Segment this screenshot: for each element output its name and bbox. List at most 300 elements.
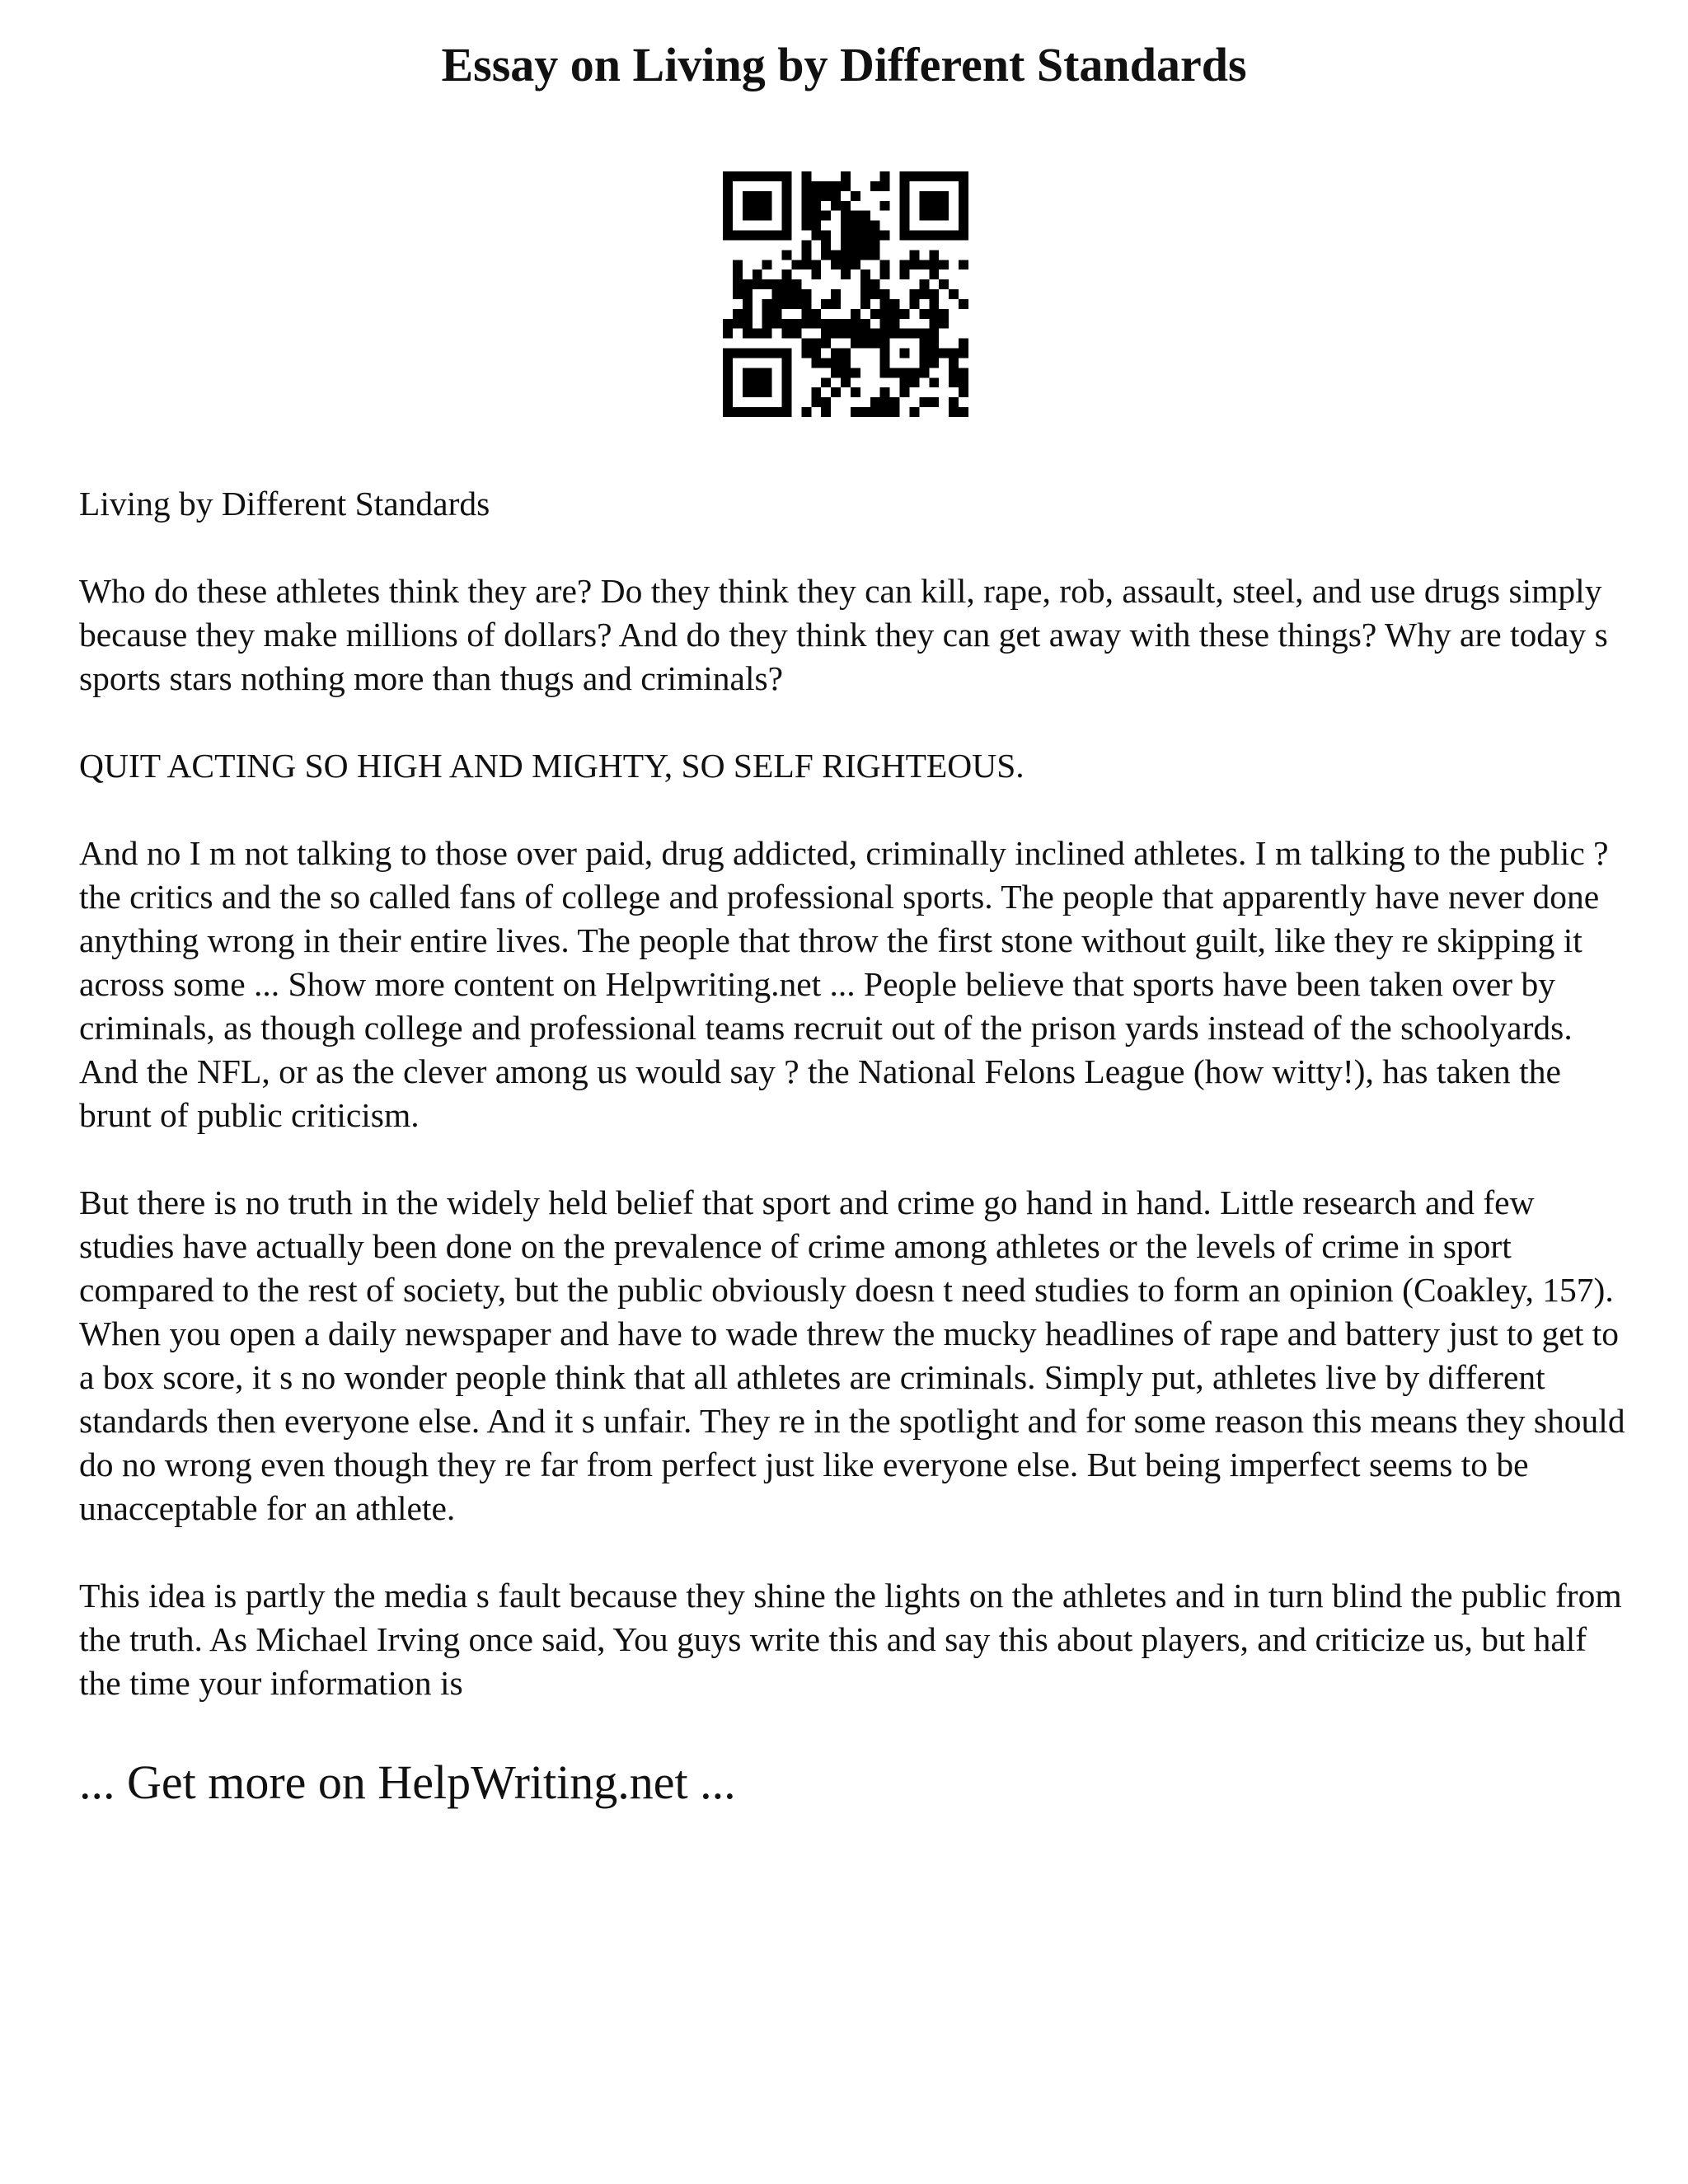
qr-module (811, 309, 821, 319)
qr-module (733, 407, 743, 417)
qr-module (959, 181, 968, 191)
qr-module (851, 260, 860, 269)
qr-module (743, 319, 753, 329)
qr-module (753, 269, 762, 279)
qr-module (753, 387, 762, 397)
qr-module (753, 407, 762, 417)
qr-module (860, 221, 870, 231)
qr-module (851, 368, 860, 377)
qr-module (939, 191, 949, 201)
qr-module (772, 279, 782, 289)
qr-module (743, 387, 753, 397)
qr-module (949, 349, 959, 359)
qr-module (782, 269, 792, 279)
qr-module (723, 329, 733, 339)
qr-module (772, 231, 782, 241)
qr-module (909, 368, 919, 377)
qr-module (821, 191, 831, 201)
qr-module (900, 181, 910, 191)
qr-module (821, 250, 831, 260)
qr-module (939, 260, 949, 269)
qr-module (851, 240, 860, 250)
qr-module (801, 349, 811, 359)
qr-module (723, 171, 733, 181)
qr-module (929, 329, 939, 339)
qr-module (959, 211, 968, 221)
qr-module (900, 171, 910, 181)
qr-module (723, 319, 733, 329)
qr-module (929, 171, 939, 181)
qr-module (929, 191, 939, 201)
qr-module (831, 329, 841, 339)
qr-module (870, 329, 880, 339)
qr-module (753, 279, 762, 289)
qr-module (841, 368, 851, 377)
qr-module (939, 211, 949, 221)
qr-module (909, 260, 919, 269)
qr-module (959, 407, 968, 417)
qr-module (909, 329, 919, 339)
qr-module (880, 260, 890, 269)
qr-module (772, 349, 782, 359)
qr-module (772, 309, 782, 319)
qr-module (753, 191, 762, 201)
qr-module (880, 407, 890, 417)
qr-module (900, 329, 910, 339)
qr-module (841, 329, 851, 339)
qr-module (880, 339, 890, 349)
qr-module (811, 387, 821, 397)
qr-module (851, 329, 860, 339)
qr-module (919, 309, 929, 319)
qr-module (959, 191, 968, 201)
qr-module (851, 211, 860, 221)
qr-module (851, 250, 860, 260)
qr-module (762, 279, 772, 289)
qr-module (772, 299, 782, 309)
qr-module (909, 171, 919, 181)
qr-module (870, 181, 880, 191)
qr-module (900, 368, 910, 377)
qr-module (929, 349, 939, 359)
qr-module (919, 279, 929, 289)
qr-module (723, 181, 733, 191)
qr-module (919, 171, 929, 181)
qr-module (801, 299, 811, 309)
qr-module (801, 319, 811, 329)
qr-module (959, 201, 968, 211)
qr-module (821, 329, 831, 339)
qr-module (880, 349, 890, 359)
qr-module (723, 397, 733, 407)
qr-module (919, 368, 929, 377)
qr-module (791, 329, 801, 339)
qr-module (860, 231, 870, 241)
qr-module (801, 260, 811, 269)
qr-module (821, 240, 831, 250)
qr-module (841, 377, 851, 387)
qr-module (929, 397, 939, 407)
qr-module (880, 299, 890, 309)
qr-module (929, 201, 939, 211)
qr-module (890, 407, 900, 417)
qr-module (929, 309, 939, 319)
qr-module (762, 377, 772, 387)
qr-module (762, 349, 772, 359)
essay-paragraph-2: QUIT ACTING SO HIGH AND MIGHTY, SO SELF RIGHTEOUS. (79, 747, 1025, 785)
qr-module (723, 349, 733, 359)
qr-module (762, 191, 772, 201)
qr-module (743, 407, 753, 417)
qr-module (929, 377, 939, 387)
qr-module (772, 407, 782, 417)
essay-body (79, 482, 1629, 1749)
qr-module (900, 191, 910, 201)
qr-module (939, 171, 949, 181)
qr-module (851, 339, 860, 349)
qr-module (860, 250, 870, 260)
qr-module (949, 231, 959, 241)
qr-module (723, 407, 733, 417)
qr-module (753, 329, 762, 339)
qr-module (762, 231, 772, 241)
qr-module (870, 250, 880, 260)
qr-module (831, 358, 841, 368)
qr-module (723, 231, 733, 241)
qr-module (929, 289, 939, 299)
qr-module (929, 211, 939, 221)
qr-module (900, 377, 910, 387)
qr-module (919, 289, 929, 299)
qr-module (811, 269, 821, 279)
qr-module (949, 171, 959, 181)
qr-module (860, 279, 870, 289)
qr-module (723, 377, 733, 387)
qr-module (791, 319, 801, 329)
qr-module (743, 299, 753, 309)
qr-module (870, 407, 880, 417)
qr-module (811, 319, 821, 329)
qr-module (772, 171, 782, 181)
qr-module (900, 201, 910, 211)
qr-code-graphic (723, 171, 968, 417)
qr-module (821, 339, 831, 349)
qr-module (880, 231, 890, 241)
qr-module (743, 368, 753, 377)
qr-module (782, 319, 792, 329)
qr-module (782, 377, 792, 387)
qr-module (782, 250, 792, 260)
qr-module (762, 329, 772, 339)
qr-module (860, 211, 870, 221)
qr-module (890, 397, 900, 407)
qr-module (949, 289, 959, 299)
qr-module (753, 231, 762, 241)
qr-module (801, 309, 811, 319)
qr-module (801, 221, 811, 231)
qr-module (733, 349, 743, 359)
qr-module (782, 289, 792, 299)
qr-module (831, 191, 841, 201)
qr-module (762, 171, 772, 181)
qr-module (909, 299, 919, 309)
qr-module (880, 171, 890, 181)
qr-module (831, 289, 841, 299)
qr-module (791, 299, 801, 309)
qr-module (801, 407, 811, 417)
qr-module (782, 299, 792, 309)
qr-module (743, 201, 753, 211)
qr-module (723, 201, 733, 211)
qr-module (949, 397, 959, 407)
qr-module (880, 289, 890, 299)
qr-module (733, 319, 743, 329)
qr-module (949, 407, 959, 417)
qr-module (919, 201, 929, 211)
qr-module (851, 231, 860, 241)
qr-module (880, 387, 890, 397)
qr-module (811, 211, 821, 221)
qr-module (801, 339, 811, 349)
qr-module (811, 358, 821, 368)
qr-module (743, 329, 753, 339)
qr-module (733, 269, 743, 279)
qr-module (762, 407, 772, 417)
qr-module (782, 349, 792, 359)
qr-module (801, 240, 811, 250)
qr-module (811, 201, 821, 211)
qr-module (890, 309, 900, 319)
qr-module (939, 319, 949, 329)
qr-module (939, 279, 949, 289)
qr-module (782, 191, 792, 201)
qr-module (929, 231, 939, 241)
qr-module (782, 171, 792, 181)
qr-module (831, 250, 841, 260)
qr-module (949, 377, 959, 387)
qr-module (919, 339, 929, 349)
qr-module (801, 181, 811, 191)
qr-module (782, 329, 792, 339)
qr-module (811, 260, 821, 269)
qr-module (841, 319, 851, 329)
qr-module (939, 349, 949, 359)
qr-module (723, 358, 733, 368)
qr-module (959, 260, 968, 269)
qr-module (939, 231, 949, 241)
qr-module (743, 289, 753, 299)
qr-module (841, 201, 851, 211)
qr-module (831, 319, 841, 329)
qr-module (821, 397, 831, 407)
qr-module (782, 279, 792, 289)
qr-module (841, 221, 851, 231)
qr-module (782, 387, 792, 397)
qr-module (959, 221, 968, 231)
qr-module (762, 299, 772, 309)
qr-module (841, 269, 851, 279)
qr-module (733, 231, 743, 241)
qr-module (870, 289, 880, 299)
qr-module (733, 279, 743, 289)
qr-module (723, 387, 733, 397)
qr-module (929, 358, 939, 368)
qr-module (949, 368, 959, 377)
qr-module (831, 201, 841, 211)
qr-module (880, 329, 890, 339)
qr-module (880, 397, 890, 407)
qr-module (959, 339, 968, 349)
qr-module (900, 221, 910, 231)
qr-module (762, 211, 772, 221)
qr-module (900, 260, 910, 269)
qr-module (782, 221, 792, 231)
qr-module (841, 181, 851, 191)
qr-module (860, 289, 870, 299)
qr-module (841, 250, 851, 260)
qr-module (860, 339, 870, 349)
qr-module (753, 171, 762, 181)
get-more-link[interactable]: ... Get more on HelpWriting.net ... (79, 1755, 736, 1809)
qr-module (880, 201, 890, 211)
qr-module (919, 397, 929, 407)
qr-module (782, 201, 792, 211)
essay-paragraph-5: This idea is partly the media s fault because they shine the lights on the athletes and in turn blind the public from the truth. As Michael Irving once said, You guys write this and say this about players, and criticize us, but half the time your information is (79, 1577, 1622, 1702)
qr-module (801, 201, 811, 211)
qr-module (870, 240, 880, 250)
qr-module (743, 377, 753, 387)
qr-module (851, 191, 860, 201)
qr-module (939, 309, 949, 319)
qr-module (919, 358, 929, 368)
qr-module (811, 181, 821, 191)
qr-module (831, 368, 841, 377)
qr-module (860, 299, 870, 309)
qr-module (821, 211, 831, 221)
qr-module (929, 339, 939, 349)
qr-module (841, 211, 851, 221)
qr-module (909, 377, 919, 387)
qr-module (949, 358, 959, 368)
qr-module (733, 289, 743, 299)
essay-paragraph-3: And no I m not talking to those over paid, drug addicted, criminally inclined athletes. I m talking to the public ? the critics and the so called fans of college and professional sports. The people that apparently have never done anything wrong in their entire lives. The people that throw the first stone without guilt, like they re skipping it across some ... Show more content on Helpwriting.net ... People believe that sports have been taken over by criminals, as though college and professional teams recruit out of the prison yards instead of the schoolyards. And the NFL, or as the clever among us would say ? the National Felons League (how witty!), has taken the brunt of public criticism. (79, 834, 1609, 1134)
qr-module (890, 299, 900, 309)
qr-module (959, 377, 968, 387)
qr-module (743, 309, 753, 319)
qr-module (919, 231, 929, 241)
qr-module (900, 349, 910, 359)
qr-module (753, 349, 762, 359)
qr-module (753, 377, 762, 387)
qr-module (841, 171, 851, 181)
qr-module (791, 289, 801, 299)
qr-module (959, 171, 968, 181)
qr-module (831, 387, 841, 397)
qr-module (880, 368, 890, 377)
qr-module (851, 221, 860, 231)
qr-module (831, 299, 841, 309)
qr-module (723, 368, 733, 377)
qr-module (909, 231, 919, 241)
qr-module (841, 349, 851, 359)
qr-module (782, 358, 792, 368)
qr-module (801, 171, 811, 181)
qr-module (880, 309, 890, 319)
qr-module (841, 260, 851, 269)
qr-module (929, 299, 939, 309)
qr-module (743, 231, 753, 241)
qr-module (860, 269, 870, 279)
qr-module (900, 211, 910, 221)
qr-module (743, 349, 753, 359)
qr-module (929, 260, 939, 269)
qr-module (772, 319, 782, 329)
qr-module (762, 201, 772, 211)
qr-module (821, 407, 831, 417)
qr-module (801, 211, 811, 221)
qr-module (723, 211, 733, 221)
qr-module (939, 201, 949, 211)
qr-module (909, 289, 919, 299)
qr-module (791, 279, 801, 289)
qr-module (929, 269, 939, 279)
essay-paragraph-1: Who do these athletes think they are? Do they think they can kill, rape, rob, assault, steel, and use drugs simply because they make millions of dollars? And do they think they can get away with these things? Why are today s sports stars nothing more than thugs and criminals? (79, 572, 1608, 697)
qr-module (782, 181, 792, 191)
qr-module (831, 260, 841, 269)
document-title: Essay on Living by Different Standards (441, 38, 1247, 91)
qr-module (801, 191, 811, 201)
qr-module (743, 191, 753, 201)
qr-module (870, 339, 880, 349)
qr-module (782, 397, 792, 407)
qr-module (959, 349, 968, 359)
qr-module (900, 387, 910, 397)
qr-module (733, 171, 743, 181)
qr-module (860, 240, 870, 250)
qr-module (782, 231, 792, 241)
qr-module (772, 289, 782, 299)
qr-module (880, 181, 890, 191)
qr-module (743, 211, 753, 221)
qr-module (801, 250, 811, 260)
qr-module (743, 279, 753, 289)
qr-code-icon (723, 171, 968, 417)
qr-module (909, 407, 919, 417)
qr-module (841, 231, 851, 241)
qr-module (870, 397, 880, 407)
qr-module (762, 368, 772, 377)
qr-module (811, 397, 821, 407)
qr-module (851, 319, 860, 329)
qr-module (753, 211, 762, 221)
qr-module (811, 221, 821, 231)
qr-module (762, 387, 772, 397)
qr-module (831, 181, 841, 191)
qr-module (959, 368, 968, 377)
qr-module (821, 319, 831, 329)
qr-module (791, 260, 801, 269)
qr-module (860, 329, 870, 339)
qr-module (900, 231, 910, 241)
qr-module (851, 309, 860, 319)
qr-module (782, 211, 792, 221)
qr-module (909, 250, 919, 260)
qr-module (782, 407, 792, 417)
qr-module (959, 231, 968, 241)
qr-module (880, 358, 890, 368)
qr-module (821, 231, 831, 241)
qr-module (860, 319, 870, 329)
